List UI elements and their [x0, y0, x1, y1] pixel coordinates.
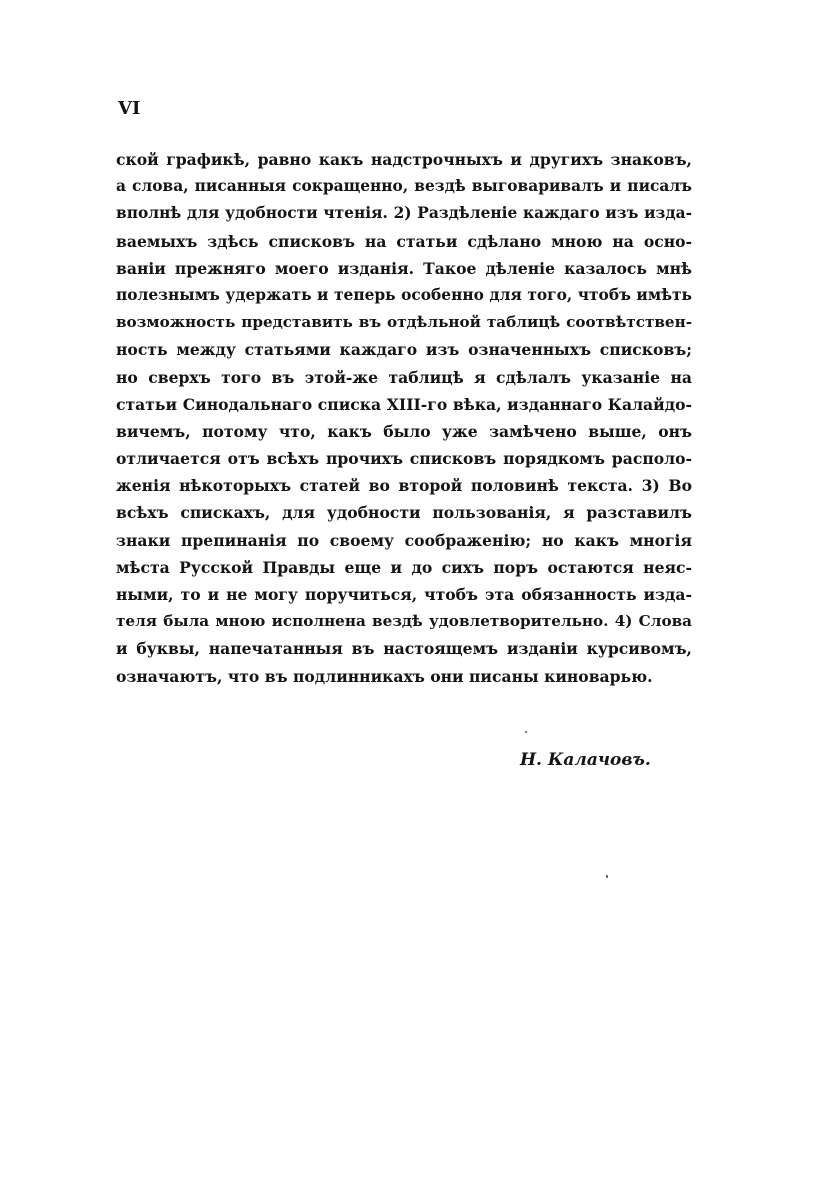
text-line: а слова, писанныя сокращенно, вездѣ выговаривалъ и писалъ	[116, 177, 692, 196]
text-line: женія нѣкоторыхъ статей во второй половинѣ текста. 3) Во	[116, 476, 692, 496]
text-line: но сверхъ того въ этой-же таблицѣ я сдѣлалъ указаніе на	[116, 367, 692, 387]
text-line: ваніи прежняго моего изданія. Такое дѣленіе казалось мнѣ	[116, 258, 692, 278]
scan-speck	[606, 875, 608, 878]
text-line: вичемъ, потому что, какъ было уже замѣчено выше, онъ	[116, 421, 692, 441]
body-text	[116, 146, 692, 690]
text-line: отличается отъ всѣхъ прочихъ списковъ порядкомъ располо-	[116, 449, 692, 469]
text-line: ными, то и не могу поручиться, чтобъ эта обязанность изда-	[116, 585, 692, 604]
text-line: ность между статьями каждаго изъ означенныхъ списковъ;	[116, 340, 692, 360]
author-signature: Н. Калачовъ.	[520, 750, 651, 770]
text-line: возможность представить въ отдѣльной таблицѣ соотвѣтствен-	[116, 313, 692, 332]
scan-speck	[525, 731, 527, 733]
text-line: знаки препинанія по своему соображенію; но какъ многія	[116, 530, 692, 550]
text-line: статьи Синодальнаго списка XIII-го вѣка, изданнаго Калайдо-	[116, 394, 692, 414]
text-line: мѣста Русской Правды еще и до сихъ поръ остаются неяс-	[116, 557, 692, 577]
page-number: VI	[118, 98, 141, 119]
text-line: полезнымъ удержать и теперь особенно для того, чтобъ имѣть	[116, 285, 692, 304]
text-line: теля была мною исполнена вездѣ удовлетворительно. 4) Слова	[116, 612, 692, 631]
text-line: всѣхъ спискахъ, для удобности пользованія, я разставилъ	[116, 503, 692, 523]
text-line: ваемыхъ здѣсь списковъ на статьи сдѣлано мною на осно-	[116, 231, 692, 251]
text-line: ской графикѣ, равно какъ надстрочныхъ и другихъ знаковъ,	[116, 150, 692, 169]
text-line: вполнѣ для удобности чтенія. 2) Раздѣленіе каждаго изъ изда-	[116, 204, 692, 223]
text-line: означаютъ, что въ подлинникахъ они писаны киноварью.	[116, 666, 653, 686]
text-line: и буквы, напечатанныя въ настоящемъ изданіи курсивомъ,	[116, 639, 692, 659]
